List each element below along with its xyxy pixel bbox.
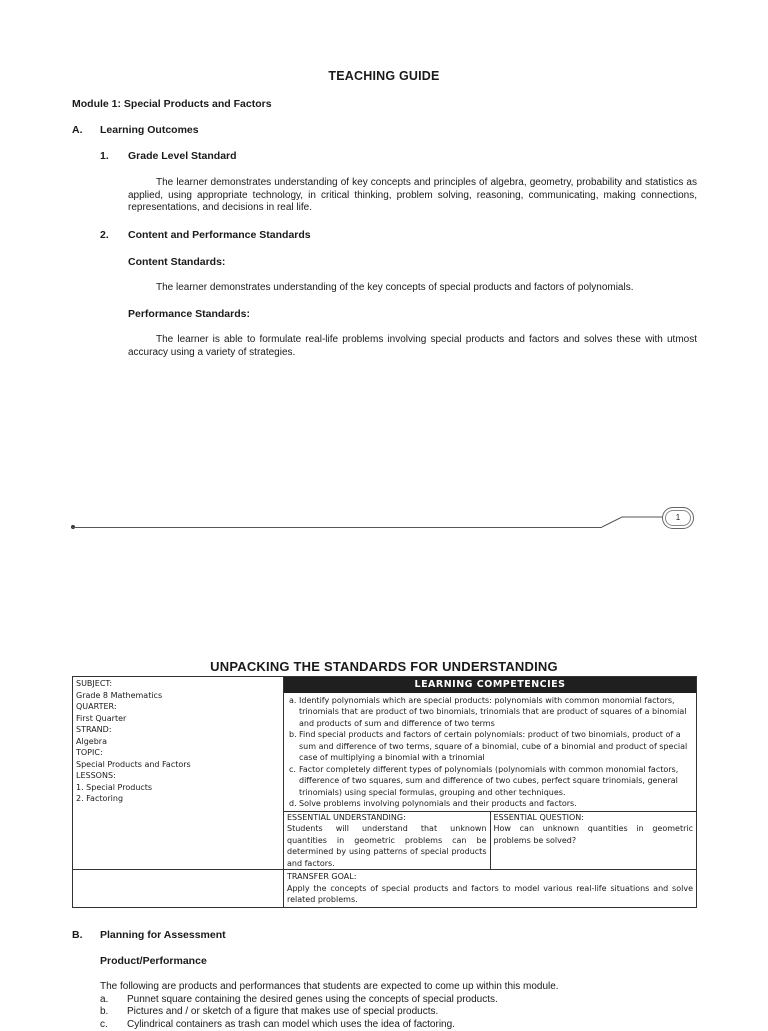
list-item bbox=[100, 1019, 697, 1031]
competencies-header: LEARNING COMPETENCIES bbox=[284, 677, 696, 693]
list-item-text: Punnet square containing the desired genes using the concepts of special products. bbox=[127, 994, 498, 1007]
performance-standards-label: Performance Standards: bbox=[128, 308, 250, 320]
essential-understanding-box bbox=[284, 812, 491, 870]
essential-cell bbox=[284, 811, 697, 870]
content-standards-paragraph: The learner demonstrates understanding of the key concepts of special products and factors of polynomials. bbox=[128, 282, 697, 295]
subject-info-cell bbox=[73, 677, 284, 870]
footer-rule bbox=[72, 527, 602, 528]
essential-question-box bbox=[491, 812, 697, 870]
section-b-label: Planning for Assessment bbox=[100, 929, 226, 941]
list-item-letter: a. bbox=[100, 994, 127, 1007]
section-b-letter: B. bbox=[72, 929, 83, 941]
lesson-item: 1. Special Products bbox=[76, 782, 280, 794]
section-a-label: Learning Outcomes bbox=[100, 124, 199, 136]
list-item-letter: c. bbox=[100, 1019, 127, 1031]
essential-understanding-label: ESSENTIAL UNDERSTANDING: bbox=[287, 812, 487, 824]
competency-item bbox=[299, 729, 693, 764]
strand-label: STRAND: bbox=[76, 724, 280, 736]
strand-value: Algebra bbox=[76, 736, 280, 748]
transfer-goal-text: Apply the concepts of special products and factors to model various real-life situations and solve related problems. bbox=[287, 883, 693, 906]
empty-cell bbox=[73, 870, 284, 908]
performance-standards-paragraph bbox=[128, 334, 697, 359]
item-1-number: 1. bbox=[100, 150, 109, 162]
item-2-number: 2. bbox=[100, 229, 109, 241]
essential-question-label: ESSENTIAL QUESTION: bbox=[494, 812, 694, 824]
competency-text: Identify polynomials which are special products: polynomials with common monomial factors, trinomials that are product of two binomials, trinomials that are product of squares of a binomial and products of sum and difference of two terms bbox=[299, 696, 686, 728]
page-number-badge bbox=[662, 507, 694, 529]
competency-letter: d. bbox=[289, 798, 297, 810]
footer-connector bbox=[600, 514, 664, 530]
topic-label: TOPIC: bbox=[76, 747, 280, 759]
list-item-text: Cylindrical containers as trash can model which uses the idea of factoring. bbox=[127, 1019, 455, 1031]
transfer-goal-label: TRANSFER GOAL: bbox=[287, 871, 693, 883]
section-a-letter: A. bbox=[72, 124, 83, 136]
competency-letter: a. bbox=[289, 695, 296, 707]
competency-text: Find special products and factors of certain polynomials: product of two binomials, product of a sum and difference of two terms, square of a binomial, cube of a binomial and product of special case of multiplying a binomial with a trinomial bbox=[299, 730, 687, 762]
competency-text: Solve problems involving polynomials and their products and factors. bbox=[299, 799, 577, 808]
performance-standards-text: The learner is able to formulate real-life problems involving special products and factors and solves these with utmost accuracy using a variety of strategies. bbox=[128, 334, 697, 358]
item-1-label: Grade Level Standard bbox=[128, 150, 237, 162]
competency-item bbox=[299, 798, 693, 810]
competency-text: Factor completely different types of polynomials (polynomials with common monomial factors, difference of two squares, sum and difference of two cubes, perfect square trinomials, general trinomials) using special formulas, grouping and other techniques. bbox=[299, 765, 678, 797]
competencies-cell bbox=[284, 677, 697, 812]
subject-value: Grade 8 Mathematics bbox=[76, 690, 280, 702]
subject-label: SUBJECT: bbox=[76, 678, 280, 690]
page-number: 1 bbox=[665, 510, 691, 526]
unpacking-title: UNPACKING THE STANDARDS FOR UNDERSTANDING bbox=[0, 659, 768, 674]
list-item bbox=[100, 1006, 697, 1019]
grade-level-paragraph: The learner demonstrates understanding of key concepts and principles of algebra, geometry, probability and statistics as applied, using appropriate technology, in critical thinking, problem solving, reasoning, communicating, making connections, representations, and decisions in real life. bbox=[128, 177, 697, 215]
product-performance-label: Product/Performance bbox=[100, 955, 207, 967]
list-item bbox=[100, 994, 697, 1007]
list-item-text: Pictures and / or sketch of a figure that makes use of special products. bbox=[127, 1006, 438, 1019]
competency-item bbox=[299, 695, 693, 730]
lessons-label: LESSONS: bbox=[76, 770, 280, 782]
transfer-goal-cell bbox=[284, 870, 697, 908]
list-item-letter: b. bbox=[100, 1006, 127, 1019]
competency-letter: c. bbox=[289, 764, 296, 776]
quarter-label: QUARTER: bbox=[76, 701, 280, 713]
topic-value: Special Products and Factors bbox=[76, 759, 280, 771]
lesson-item: 2. Factoring bbox=[76, 793, 280, 805]
standards-table bbox=[72, 676, 697, 908]
product-intro: The following are products and performances that students are expected to come up within this module. bbox=[100, 981, 697, 994]
page-title: TEACHING GUIDE bbox=[0, 69, 768, 83]
competencies-list bbox=[284, 693, 696, 811]
quarter-value: First Quarter bbox=[76, 713, 280, 725]
competency-letter: b. bbox=[289, 729, 297, 741]
item-2-label: Content and Performance Standards bbox=[128, 229, 311, 241]
essential-understanding-text: Students will understand that unknown quantities in geometric problems can be determined by using patterns of special products and factors. bbox=[287, 823, 487, 869]
module-heading: Module 1: Special Products and Factors bbox=[72, 98, 272, 110]
competency-item bbox=[299, 764, 693, 799]
essential-question-text: How can unknown quantities in geometric problems be solved? bbox=[494, 823, 694, 846]
content-standards-label: Content Standards: bbox=[128, 256, 225, 268]
